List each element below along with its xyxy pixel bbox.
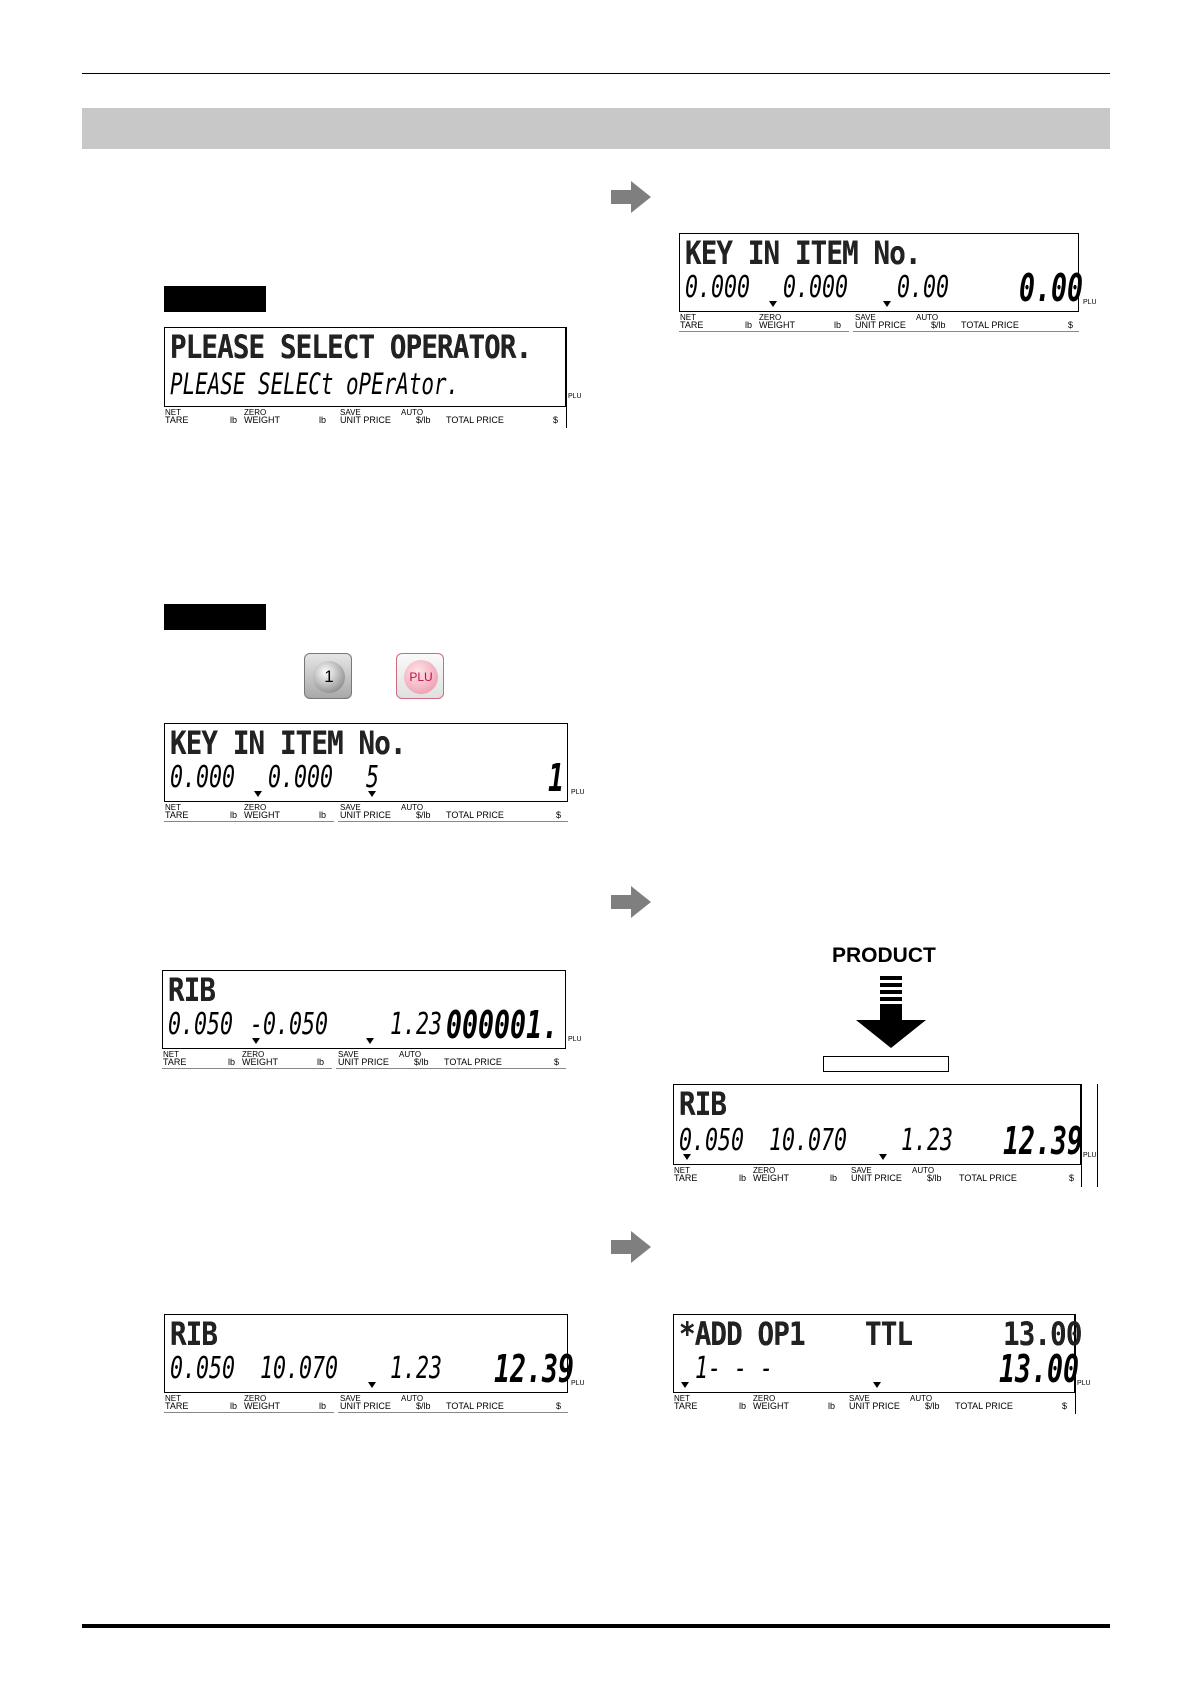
total-price-legend: TOTAL PRICE [444, 1057, 502, 1067]
tare-legend: TARE [165, 1401, 189, 1411]
weight-legend: WEIGHT [244, 415, 280, 425]
total-price-legend: TOTAL PRICE [446, 415, 504, 425]
lcd-display-key-in-empty [679, 233, 1097, 333]
tare-legend: TARE [674, 1401, 698, 1411]
lcd-line1: KEY IN ITEM No. [170, 724, 406, 762]
weight-value: 0.000 [783, 270, 849, 305]
indicator-triangle [879, 1154, 887, 1160]
total-price-value: 12.39 [1003, 1119, 1084, 1163]
save-legend: SAVE [855, 313, 876, 322]
weight-value: 0.000 [268, 760, 334, 795]
zero-legend: ZERO [244, 408, 267, 417]
save-legend: SAVE [340, 1394, 361, 1403]
unit-price-value: 0.00 [897, 270, 950, 305]
tare-legend: TARE [680, 320, 704, 330]
lcd-display-rib-weighed [673, 1084, 1098, 1187]
lcd-line1: RIB [679, 1085, 727, 1123]
indicator-triangle [683, 1154, 691, 1160]
per-lb-legend: $/lb [416, 1401, 431, 1411]
dollar-legend: $ [554, 1057, 560, 1067]
plu-indicator: PLU [568, 1036, 582, 1043]
tare-value: 0.050 [168, 1007, 234, 1042]
lcd-line2: PLEASE SELECt oPErAtor. [170, 367, 460, 401]
per-lb-legend: $/lb [414, 1057, 429, 1067]
weight-legend: WEIGHT [244, 1401, 280, 1411]
net-legend: NET [674, 1166, 690, 1175]
lcd-line1-ttl: TTL [865, 1315, 913, 1353]
dollar-legend: $ [1068, 320, 1074, 330]
indicator-triangle [368, 791, 376, 797]
step-label-box [164, 604, 266, 630]
zero-legend: ZERO [753, 1394, 776, 1403]
weight-legend: WEIGHT [759, 320, 795, 330]
unit-price-value: 1.23 [390, 1351, 443, 1386]
indicator-triangle [681, 1382, 689, 1388]
indicator-triangle [769, 301, 777, 307]
lb-legend: lb [228, 1057, 236, 1067]
total-price-legend: TOTAL PRICE [959, 1173, 1017, 1183]
per-lb-legend: $/lb [416, 810, 431, 820]
total-price-value: 13.00 [999, 1347, 1080, 1391]
tare-legend: TARE [165, 415, 189, 425]
lb-legend: lb [319, 810, 327, 820]
bottom-rule [82, 1624, 1110, 1628]
lb-legend: lb [319, 1401, 327, 1411]
total-price-value: 1 [548, 756, 565, 800]
lcd-line1: RIB [170, 1315, 218, 1353]
tare-legend: TARE [165, 810, 189, 820]
step-label-box [164, 286, 266, 312]
unit-price-value: 1.23 [901, 1123, 954, 1158]
weight-value: 10.070 [260, 1351, 339, 1386]
lcd-display-rib-zero [162, 970, 582, 1070]
weight-legend: WEIGHT [242, 1057, 278, 1067]
auto-legend: AUTO [910, 1394, 933, 1403]
auto-legend: AUTO [399, 1050, 422, 1059]
net-legend: NET [163, 1050, 179, 1059]
auto-legend: AUTO [401, 408, 424, 417]
net-legend: NET [165, 408, 181, 417]
plu-indicator: PLU [571, 1380, 585, 1387]
indicator-triangle [252, 1038, 260, 1044]
unit-price-legend: UNIT PRICE [340, 415, 391, 425]
unit-price-legend: UNIT PRICE [855, 320, 906, 330]
lcd-line1: RIB [168, 971, 216, 1009]
weight-value: -0.050 [250, 1007, 329, 1042]
key-1-label: 1 [313, 661, 345, 693]
lcd-line1: KEY IN ITEM No. [685, 234, 921, 272]
total-price-legend: TOTAL PRICE [961, 320, 1019, 330]
lcd-line1: PLEASE SELECT OPERATOR. [170, 328, 532, 366]
unit-price-legend: UNIT PRICE [340, 1401, 391, 1411]
tare-value: 0.050 [679, 1123, 745, 1158]
lb-legend: lb [830, 1173, 838, 1183]
zero-legend: ZERO [753, 1166, 776, 1175]
lcd-display-select-operator [164, 327, 582, 428]
right-arrow-icon [611, 1231, 651, 1263]
per-lb-legend: $/lb [931, 320, 946, 330]
total-price-value: 000001. [446, 1003, 559, 1047]
tare-value: 0.000 [685, 270, 751, 305]
unit-price-value: 1.23 [390, 1007, 443, 1042]
auto-legend: AUTO [401, 803, 424, 812]
plu-indicator: PLU [1077, 1380, 1091, 1387]
indicator-triangle [368, 1382, 376, 1388]
save-legend: SAVE [849, 1394, 870, 1403]
plu-indicator: PLU [568, 393, 582, 400]
zero-legend: ZERO [759, 313, 782, 322]
auto-legend: AUTO [912, 1166, 935, 1175]
net-legend: NET [165, 1394, 181, 1403]
dollar-legend: $ [1062, 1401, 1068, 1411]
save-legend: SAVE [340, 803, 361, 812]
per-lb-legend: $/lb [927, 1173, 942, 1183]
unit-price-legend: UNIT PRICE [340, 810, 391, 820]
right-arrow-icon [611, 886, 651, 918]
net-legend: NET [165, 803, 181, 812]
save-legend: SAVE [340, 408, 361, 417]
lb-legend: lb [230, 810, 238, 820]
lcd-display-rib-after [164, 1314, 585, 1414]
per-lb-legend: $/lb [416, 415, 431, 425]
top-rule [82, 73, 1110, 74]
total-price-value: 0.00 [1019, 266, 1084, 310]
net-legend: NET [680, 313, 696, 322]
zero-legend: ZERO [242, 1050, 265, 1059]
per-lb-legend: $/lb [925, 1401, 940, 1411]
product-down-arrow-icon [856, 976, 926, 1048]
product-label: PRODUCT [832, 944, 936, 967]
indicator-triangle [254, 791, 262, 797]
dollar-legend: $ [1069, 1173, 1075, 1183]
weight-legend: WEIGHT [244, 810, 280, 820]
dollar-legend: $ [556, 810, 562, 820]
plu-key[interactable] [396, 653, 444, 699]
plu-key-label: PLU [404, 660, 438, 694]
net-legend: NET [674, 1394, 690, 1403]
indicator-triangle [883, 301, 891, 307]
save-legend: SAVE [851, 1166, 872, 1175]
lb-legend: lb [745, 320, 753, 330]
plu-indicator: PLU [571, 789, 585, 796]
total-price-legend: TOTAL PRICE [955, 1401, 1013, 1411]
unit-price-legend: UNIT PRICE [851, 1173, 902, 1183]
lb-legend: lb [739, 1401, 747, 1411]
lcd-display-key-in-one [164, 723, 585, 823]
zero-legend: ZERO [244, 1394, 267, 1403]
zero-legend: ZERO [244, 803, 267, 812]
lb-legend: lb [828, 1401, 836, 1411]
lb-legend: lb [834, 320, 842, 330]
dollar-legend: $ [556, 1401, 562, 1411]
weight-legend: WEIGHT [753, 1173, 789, 1183]
operator-value: 1- - - [695, 1351, 774, 1386]
auto-legend: AUTO [401, 1394, 424, 1403]
total-price-value: 12.39 [494, 1347, 575, 1391]
lcd-line1-add-op: *ADD OP1 [679, 1315, 805, 1353]
lcd-display-add-operator-total [673, 1314, 1091, 1414]
unit-price-legend: UNIT PRICE [849, 1401, 900, 1411]
save-legend: SAVE [338, 1050, 359, 1059]
tare-value: 0.050 [170, 1351, 236, 1386]
total-price-legend: TOTAL PRICE [446, 810, 504, 820]
unit-price-legend: UNIT PRICE [338, 1057, 389, 1067]
lcd-line1-total: 13.00 [1003, 1315, 1082, 1353]
weight-legend: WEIGHT [753, 1401, 789, 1411]
tare-value: 0.000 [170, 760, 236, 795]
total-price-legend: TOTAL PRICE [446, 1401, 504, 1411]
lb-legend: lb [317, 1057, 325, 1067]
indicator-triangle [873, 1382, 881, 1388]
plu-indicator: PLU [1083, 1152, 1097, 1159]
unit-price-value: 5 [366, 760, 380, 795]
plu-indicator: PLU [1083, 299, 1097, 306]
tare-legend: TARE [674, 1173, 698, 1183]
section-header-bar [82, 108, 1110, 149]
lb-legend: lb [319, 415, 327, 425]
scale-platter [823, 1056, 949, 1072]
lb-legend: lb [230, 1401, 238, 1411]
weight-value: 10.070 [769, 1123, 848, 1158]
tare-legend: TARE [163, 1057, 187, 1067]
numeric-key-1[interactable] [304, 653, 352, 699]
right-arrow-icon [611, 181, 651, 213]
auto-legend: AUTO [916, 313, 939, 322]
lb-legend: lb [230, 415, 238, 425]
dollar-legend: $ [553, 415, 559, 425]
lb-legend: lb [739, 1173, 747, 1183]
indicator-triangle [366, 1038, 374, 1044]
